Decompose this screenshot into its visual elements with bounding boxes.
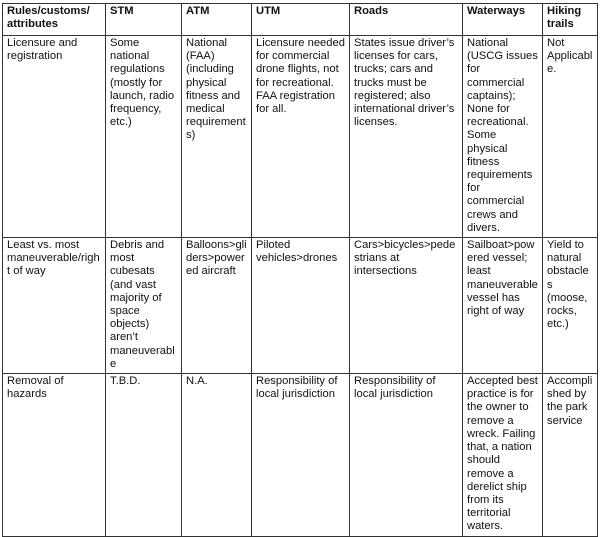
table-cell: Not Applicable. (543, 36, 598, 238)
table-cell: Accepted best practice is for the owner to remove a wreck. Failing that, a nation should remove a derelict ship from its territorial waters. (463, 374, 543, 536)
header-waterways: Waterways (463, 4, 543, 36)
table-cell: T.B.D. (106, 374, 182, 536)
comparison-table (2, 3, 598, 537)
table-cell: Balloons>gliders>powered aircraft (182, 238, 252, 374)
table-cell: Accomplished by the park service (543, 374, 598, 536)
header-atm: ATM (182, 4, 252, 36)
table-cell: Removal of hazards (3, 374, 106, 536)
header-utm: UTM (252, 4, 350, 36)
table-cell: Licensure and registration (3, 36, 106, 238)
table-cell: Cars>bicycles>pedestrians at intersections (350, 238, 463, 374)
table-row-licensure (3, 36, 598, 238)
table-cell: Some national regulations (mostly for launch, radio frequency, etc.) (106, 36, 182, 238)
table-cell: Responsibility of local jurisdiction (252, 374, 350, 536)
table-cell: States issue driver’s licenses for cars, trucks; cars and trucks must be registered; also international driver’s licenses. (350, 36, 463, 238)
header-attributes: Rules/customs/ attributes (3, 4, 106, 36)
table-row-right-of-way (3, 238, 598, 374)
table-cell: Yield to natural obstacles (moose, rocks, etc.) (543, 238, 598, 374)
table-cell: National (FAA) (including physical fitness and medical requirements) (182, 36, 252, 238)
header-roads: Roads (350, 4, 463, 36)
table-cell: Least vs. most maneuverable/right of way (3, 238, 106, 374)
table-cell: N.A. (182, 374, 252, 536)
header-stm: STM (106, 4, 182, 36)
table-cell: Sailboat>powered vessel; least maneuverable vessel has right of way (463, 238, 543, 374)
table-cell: Responsibility of local jurisdiction (350, 374, 463, 536)
table-cell: Licensure needed for commercial drone flights, not for recreational. FAA registration for all. (252, 36, 350, 238)
header-hiking-trails: Hiking trails (543, 4, 598, 36)
table-cell: Piloted vehicles>drones (252, 238, 350, 374)
table-cell: Debris and most cubesats (and vast majority of space objects) aren’t maneuverable (106, 238, 182, 374)
table-cell: National (USCG issues for commercial captains); None for recreational. Some physical fitness requirements for commercial crews and divers. (463, 36, 543, 238)
table-row-hazards (3, 374, 598, 536)
header-row (3, 4, 598, 36)
comparison-table-container (2, 3, 597, 537)
